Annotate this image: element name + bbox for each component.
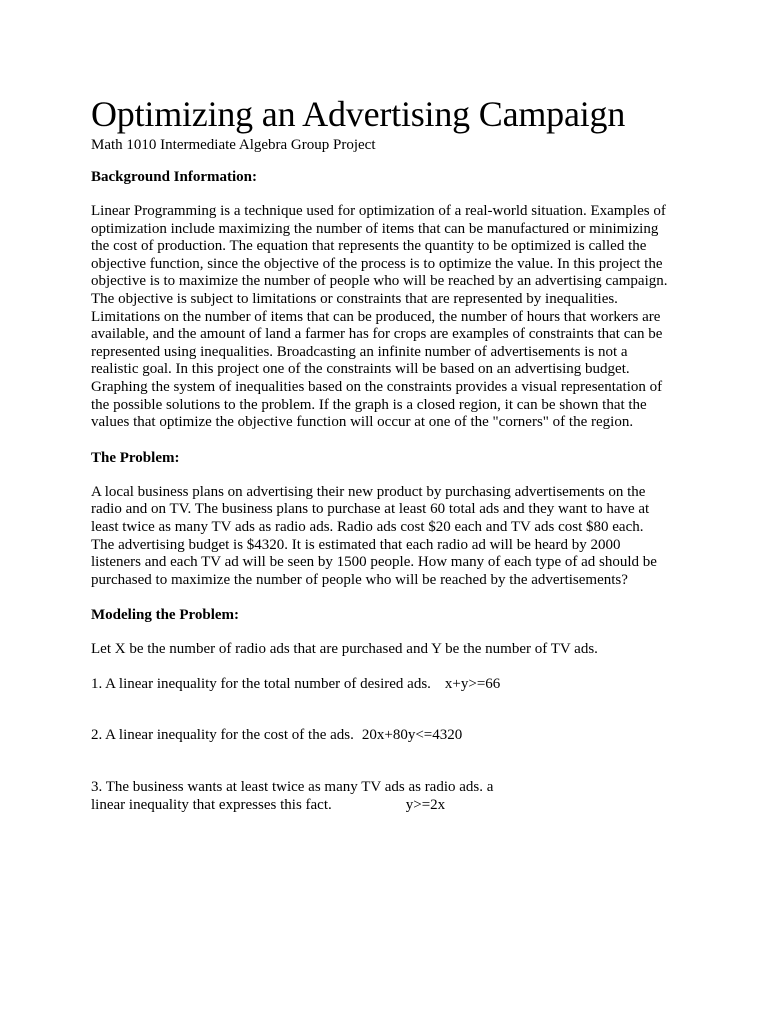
paragraph-line: values that optimize the objective function will occur at one of the "corners" of the region. xyxy=(91,414,634,431)
question-1-text: 1. A linear inequality for the total number of desired ads. xyxy=(91,675,431,692)
paragraph-line: least twice as many TV ads as radio ads. Radio ads cost $20 each and TV ads cost $80 each. xyxy=(91,518,644,535)
question-3-line-2 xyxy=(91,797,681,815)
paragraph-line: objective function, since the objective of the process is to optimize the value. In this project the xyxy=(91,255,663,272)
paragraph-line: listeners and each TV ad will be seen by 1500 people. How many of each type of ad should be xyxy=(91,554,657,571)
paragraph-line: purchased to maximize the number of people who will be reached by the advertisements? xyxy=(91,571,628,588)
paragraph-line: the cost of production. The equation that represents the quantity to be optimized is called the xyxy=(91,238,647,255)
question-3-text: linear inequality that expresses this fact. xyxy=(91,796,332,813)
question-2-text: 2. A linear inequality for the cost of the ads. xyxy=(91,727,354,744)
question-3 xyxy=(91,779,681,814)
paragraph-line: the possible solutions to the problem. If the graph is a closed region, it can be shown that the xyxy=(91,396,647,413)
paragraph-line: radio and on TV. The business plans to purchase at least 60 total ads and they want to have at xyxy=(91,501,650,518)
background-heading: Background Information: xyxy=(91,169,257,185)
paragraph-line: realistic goal. In this project one of the constraints will be based on an advertising budget. xyxy=(91,361,630,378)
document-subtitle: Math 1010 Intermediate Algebra Group Project xyxy=(91,137,376,153)
paragraph-line: optimization include maximizing the number of items that can be manufactured or minimizing xyxy=(91,220,659,237)
background-paragraph xyxy=(91,203,681,432)
question-3-line-1: 3. The business wants at least twice as many TV ads as radio ads. a xyxy=(91,779,494,796)
problem-paragraph xyxy=(91,484,681,590)
question-2-answer: 20x+80y<=4320 xyxy=(361,727,463,744)
paragraph-line: The advertising budget is $4320. It is estimated that each radio ad will be heard by 2000 xyxy=(91,536,621,553)
paragraph-line: Graphing the system of inequalities based on the constraints provides a visual representation of xyxy=(91,378,663,395)
paragraph-line: Linear Programming is a technique used for optimization of a real-world situation. Examples of xyxy=(91,203,666,219)
paragraph-line: objective is to maximize the number of people who will be reached by an advertising campaign. xyxy=(91,273,668,290)
modeling-intro: Let X be the number of radio ads that are purchased and Y be the number of TV ads. xyxy=(91,641,598,658)
document-page xyxy=(91,92,681,814)
question-3-answer: y>=2x xyxy=(405,796,446,813)
question-1-answer: x+y>=66 xyxy=(444,675,501,692)
question-2 xyxy=(91,727,681,745)
question-1 xyxy=(91,676,681,694)
modeling-heading: Modeling the Problem: xyxy=(91,607,240,624)
paragraph-line: The objective is subject to limitations or constraints that are represented by inequalities. xyxy=(91,290,618,307)
paragraph-line: A local business plans on advertising their new product by purchasing advertisements on the xyxy=(91,483,646,500)
problem-heading: The Problem: xyxy=(91,449,180,466)
document-title: Optimizing an Advertising Campaign xyxy=(91,94,626,134)
paragraph-line: available, and the amount of land a farmer has for crops are examples of constraints that can be xyxy=(91,326,663,343)
paragraph-line: Limitations on the number of items that can be produced, the number of hours that workers are xyxy=(91,308,661,325)
paragraph-line: represented using inequalities. Broadcasting an infinite number of advertisements is not a xyxy=(91,343,628,360)
